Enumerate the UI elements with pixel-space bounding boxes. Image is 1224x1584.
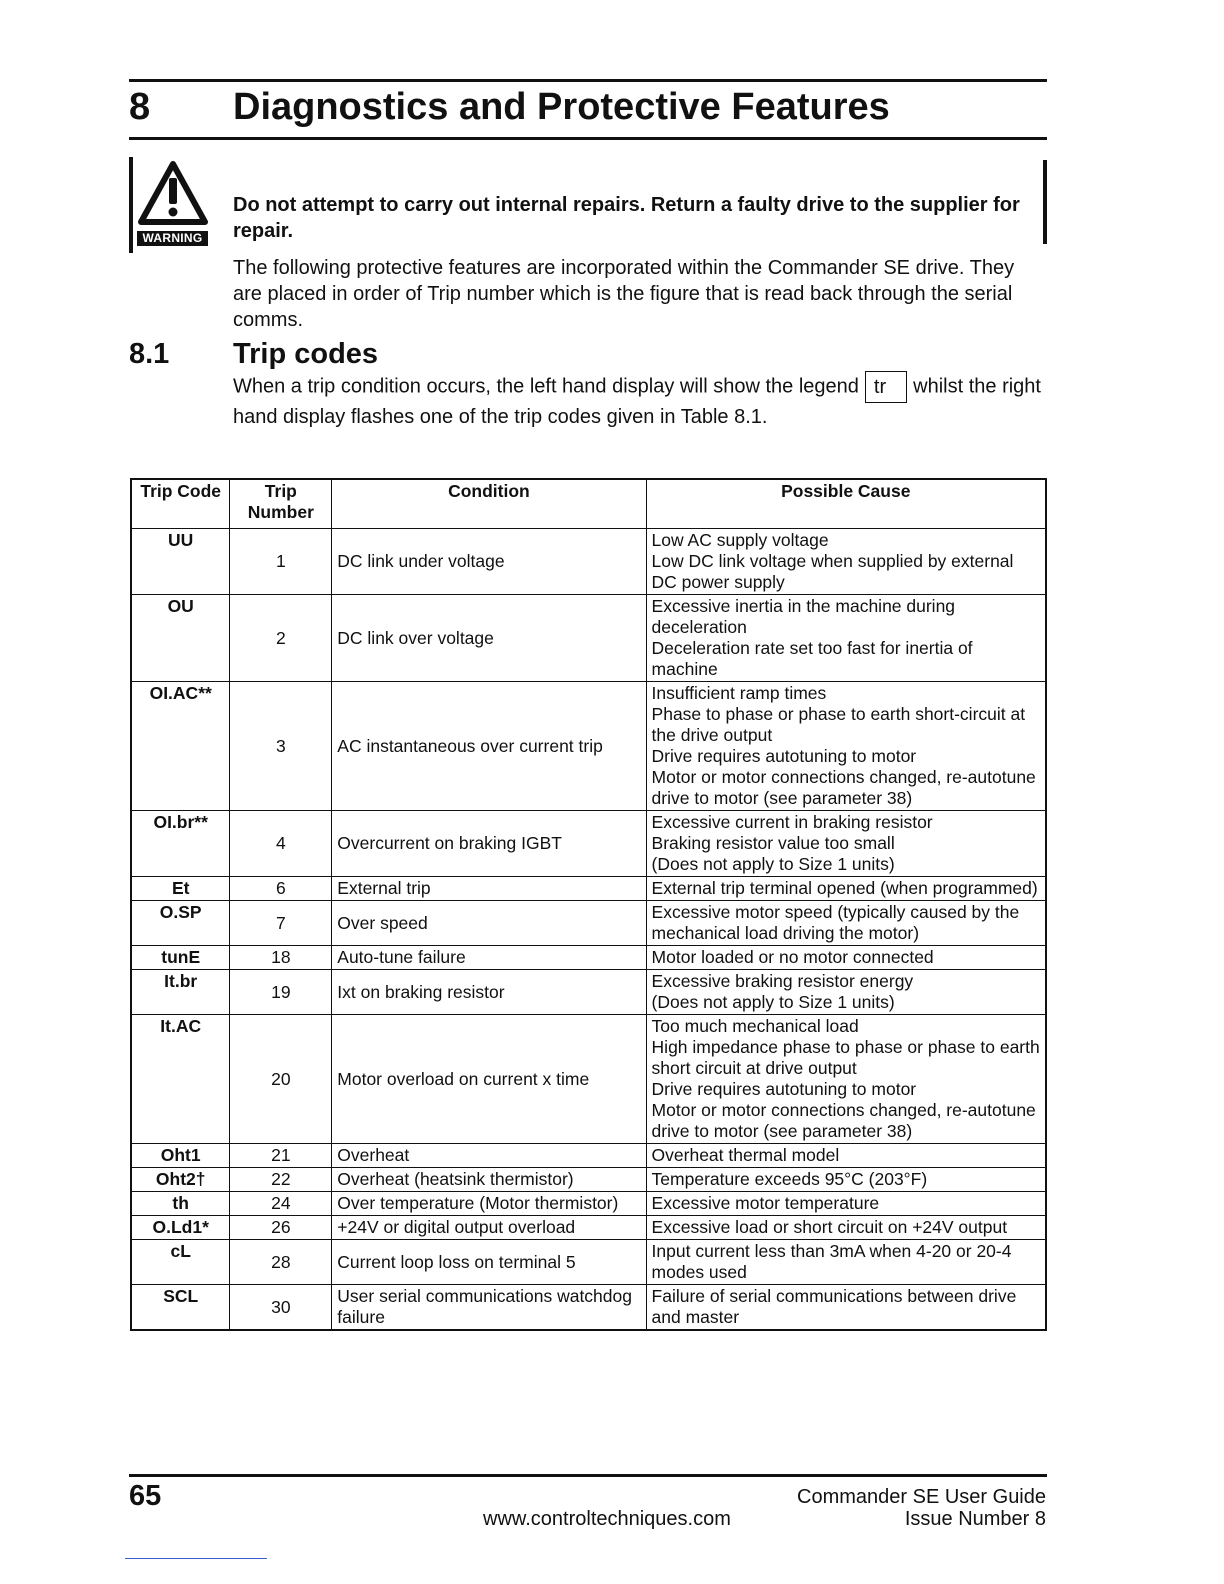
condition-cell: Overheat (heatsink thermistor) (332, 1168, 646, 1192)
footer-guide-title: Commander SE User Guide (797, 1486, 1046, 1508)
trip-number-cell: 26 (230, 1216, 332, 1240)
trip-code-cell: cL (131, 1240, 230, 1285)
trip-code-cell: OI.AC** (131, 682, 230, 811)
possible-cause-cell: Excessive current in braking resistor Braking resistor value too small (Does not apply to Size 1 units) (646, 811, 1046, 877)
warning-text: Do not attempt to carry out internal repairs. Return a faulty drive to the supplier for repair. (233, 194, 1020, 242)
header-possible-cause: Possible Cause (646, 479, 1046, 529)
trip-number-cell: 21 (230, 1144, 332, 1168)
table-row (131, 811, 1046, 877)
title-underline (129, 137, 1047, 140)
trip-code-cell: UU (131, 529, 230, 595)
trip-code-cell: Et (131, 877, 230, 901)
trip-code-cell: th (131, 1192, 230, 1216)
trip-code-cell: O.Ld1* (131, 1216, 230, 1240)
top-rule (129, 79, 1047, 82)
possible-cause-cell: Too much mechanical load High impedance phase to phase or phase to earth short circuit at drive output Drive requires autotuning to motor Motor or motor connections changed, re-autotune drive to motor (see parameter 38) (646, 1015, 1046, 1144)
page-number: 65 (129, 1480, 162, 1512)
trip-code-cell: O.SP (131, 901, 230, 946)
condition-cell: User serial communications watchdog failure (332, 1285, 646, 1331)
condition-cell: Motor overload on current x time (332, 1015, 646, 1144)
section-text-after: whilst the right hand display flashes one of the trip codes given in Table 8.1. (233, 375, 1041, 428)
trip-code-cell: SCL (131, 1285, 230, 1331)
section-text-before: When a trip condition occurs, the left hand display will show the legend (233, 375, 859, 398)
possible-cause-cell: External trip terminal opened (when programmed) (646, 877, 1046, 901)
trip-number-cell: 30 (230, 1285, 332, 1331)
table-row (131, 595, 1046, 682)
footer-rule (129, 1474, 1047, 1477)
possible-cause-cell: Low AC supply voltage Low DC link voltage when supplied by external DC power supply (646, 529, 1046, 595)
table-row (131, 1240, 1046, 1285)
trip-number-cell: 24 (230, 1192, 332, 1216)
trip-number-cell: 3 (230, 682, 332, 811)
trip-number-cell: 4 (230, 811, 332, 877)
trip-code-cell: Oht1 (131, 1144, 230, 1168)
possible-cause-cell: Failure of serial communications between drive and master (646, 1285, 1046, 1331)
condition-cell: Overcurrent on braking IGBT (332, 811, 646, 877)
warning-triangle-icon (137, 160, 209, 228)
trip-code-cell: It.br (131, 970, 230, 1015)
trip-codes-table (130, 478, 1047, 1331)
footer-issue-number: Issue Number 8 (904, 1508, 1046, 1530)
possible-cause-cell: Motor loaded or no motor connected (646, 946, 1046, 970)
possible-cause-cell: Excessive motor speed (typically caused by the mechanical load driving the motor) (646, 901, 1046, 946)
table-row (131, 682, 1046, 811)
header-trip-code: Trip Code (131, 479, 230, 529)
possible-cause-cell: Insufficient ramp times Phase to phase or phase to earth short-circuit at the drive output Drive requires autotuning to motor Motor or motor connections changed, re-autotune drive to motor (see parameter 38) (646, 682, 1046, 811)
warning-bar-right (1043, 160, 1047, 244)
trip-number-cell: 20 (230, 1015, 332, 1144)
corner-line (125, 1558, 267, 1559)
trip-code-cell: tunE (131, 946, 230, 970)
condition-cell: Over temperature (Motor thermistor) (332, 1192, 646, 1216)
section-number: 8.1 (129, 338, 170, 370)
condition-cell: AC instantaneous over current trip (332, 682, 646, 811)
table-row (131, 1285, 1046, 1331)
display-legend-box: tr (865, 371, 907, 403)
trip-number-cell: 2 (230, 595, 332, 682)
warning-bar-left (129, 157, 133, 253)
table-row (131, 970, 1046, 1015)
intro-paragraph: The following protective features are incorporated within the Commander SE drive. They are placed in order of Trip number which is the figure that is read back through the serial comms. (233, 257, 1015, 331)
table-header-row (131, 479, 1046, 529)
trip-number-cell: 19 (230, 970, 332, 1015)
condition-cell: DC link under voltage (332, 529, 646, 595)
possible-cause-cell: Excessive load or short circuit on +24V output (646, 1216, 1046, 1240)
possible-cause-cell: Input current less than 3mA when 4-20 or 20-4 modes used (646, 1240, 1046, 1285)
table-row (131, 946, 1046, 970)
header-trip-number: Trip Number (230, 479, 332, 529)
condition-cell: DC link over voltage (332, 595, 646, 682)
condition-cell: Over speed (332, 901, 646, 946)
warning-label: WARNING (137, 231, 208, 246)
possible-cause-cell: Temperature exceeds 95°C (203°F) (646, 1168, 1046, 1192)
trip-number-cell: 18 (230, 946, 332, 970)
condition-cell: External trip (332, 877, 646, 901)
table-row (131, 877, 1046, 901)
trip-code-cell: OU (131, 595, 230, 682)
table-row (131, 1144, 1046, 1168)
possible-cause-cell: Overheat thermal model (646, 1144, 1046, 1168)
trip-number-cell: 22 (230, 1168, 332, 1192)
header-condition: Condition (332, 479, 646, 529)
footer-url: www.controltechniques.com (483, 1508, 731, 1530)
trip-number-cell: 7 (230, 901, 332, 946)
possible-cause-cell: Excessive motor temperature (646, 1192, 1046, 1216)
possible-cause-cell: Excessive inertia in the machine during deceleration Deceleration rate set too fast for inertia of machine (646, 595, 1046, 682)
condition-cell: Ixt on braking resistor (332, 970, 646, 1015)
trip-code-cell: Oht2† (131, 1168, 230, 1192)
condition-cell: +24V or digital output overload (332, 1216, 646, 1240)
possible-cause-cell: Excessive braking resistor energy (Does not apply to Size 1 units) (646, 970, 1046, 1015)
table-row (131, 901, 1046, 946)
trip-number-cell: 1 (230, 529, 332, 595)
trip-code-cell: OI.br** (131, 811, 230, 877)
chapter-title: Diagnostics and Protective Features (233, 86, 890, 128)
table-row (131, 1216, 1046, 1240)
table-row (131, 1015, 1046, 1144)
section-paragraph (233, 371, 1048, 432)
table-row (131, 1192, 1046, 1216)
table-row (131, 529, 1046, 595)
condition-cell: Auto-tune failure (332, 946, 646, 970)
section-title: Trip codes (233, 338, 379, 370)
trip-code-cell: It.AC (131, 1015, 230, 1144)
condition-cell: Overheat (332, 1144, 646, 1168)
chapter-number: 8 (129, 86, 151, 128)
trip-number-cell: 28 (230, 1240, 332, 1285)
condition-cell: Current loop loss on terminal 5 (332, 1240, 646, 1285)
trip-number-cell: 6 (230, 877, 332, 901)
trip-table-body (131, 529, 1046, 1331)
table-row (131, 1168, 1046, 1192)
